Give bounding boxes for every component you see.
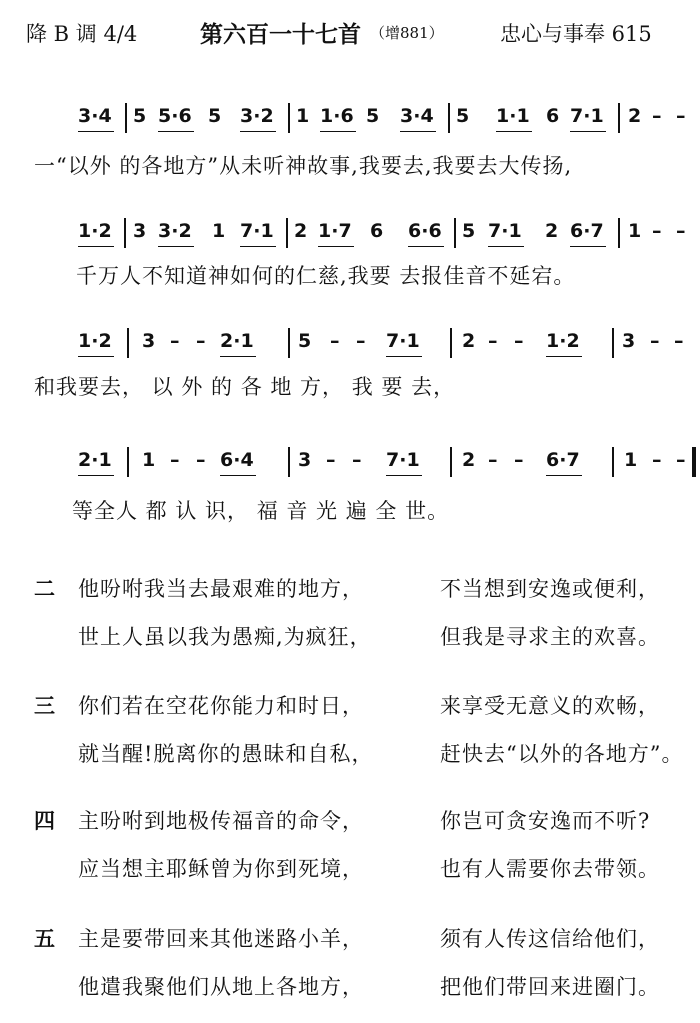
verse-line: 应当想主耶稣曾为你到死境，	[78, 857, 364, 881]
lyric-line-4: 等全人 都 认 识， 福 音 光 遍 全 世。	[72, 499, 450, 523]
note-underline	[546, 356, 582, 357]
note: 5	[133, 105, 147, 127]
lyric-line-2: 千万人不知道神如何的仁慈,我要 去报佳音不延宕。	[76, 264, 576, 288]
note: –	[196, 449, 206, 471]
note-underline	[220, 356, 256, 357]
note-underline	[546, 475, 582, 476]
note: 1·7	[318, 220, 352, 242]
note: 2	[462, 449, 476, 471]
score-line-2	[0, 218, 700, 258]
bar-line	[612, 328, 614, 358]
verse-line: 他吩咐我当去最艰难的地方，	[78, 577, 364, 601]
note-underline	[318, 246, 354, 247]
note: 6	[546, 105, 560, 127]
note: 3	[142, 330, 156, 352]
bar-line	[450, 447, 452, 477]
verse-number: 三	[34, 693, 56, 718]
note: –	[652, 105, 662, 127]
note: 7·1	[386, 330, 420, 352]
bar-line	[127, 447, 129, 477]
verse-line: 你们若在空花你能力和时日，	[78, 694, 364, 718]
bar-line	[450, 328, 452, 358]
key-signature: 降 B 调 4/4	[26, 22, 138, 46]
note: 3·4	[78, 105, 112, 127]
score-line-1	[0, 103, 700, 143]
verse-line: 也有人需要你去带领。	[440, 857, 660, 881]
note: 1·2	[78, 330, 112, 352]
bar-line	[618, 218, 620, 248]
note: –	[676, 220, 686, 242]
note: 1	[296, 105, 310, 127]
note: –	[674, 330, 684, 352]
verse-line: 不当想到安逸或便利，	[440, 577, 660, 601]
note-underline	[386, 475, 422, 476]
note: 1	[142, 449, 156, 471]
note: 3	[622, 330, 636, 352]
note: 2	[628, 105, 642, 127]
note: 5·6	[158, 105, 192, 127]
note: 5	[298, 330, 312, 352]
note: 5	[456, 105, 470, 127]
note: –	[514, 330, 524, 352]
note-underline	[496, 131, 532, 132]
note-underline	[320, 131, 356, 132]
note: –	[676, 105, 686, 127]
note-underline	[386, 356, 422, 357]
note: –	[356, 330, 366, 352]
verse-line: 你岂可贪安逸而不听?	[440, 809, 651, 833]
note: 7·1	[386, 449, 420, 471]
note: 3·2	[158, 220, 192, 242]
verse-number: 四	[34, 808, 56, 833]
note: 3·4	[400, 105, 434, 127]
note: 6·4	[220, 449, 254, 471]
verse-number: 二	[34, 576, 56, 601]
note: –	[170, 330, 180, 352]
hymn-title: 第六百一十七首	[200, 22, 361, 48]
note: 3	[133, 220, 147, 242]
note-underline	[408, 246, 444, 247]
note: –	[488, 330, 498, 352]
note: –	[170, 449, 180, 471]
verse-line: 但我是寻求主的欢喜。	[440, 625, 660, 649]
verse-line: 须有人传这信给他们，	[440, 927, 660, 951]
bar-line	[286, 218, 288, 248]
hymn-supplement-number: （增881）	[370, 24, 444, 42]
note: 2·1	[220, 330, 254, 352]
note: –	[488, 449, 498, 471]
note: –	[514, 449, 524, 471]
note: 2	[462, 330, 476, 352]
note: 6	[370, 220, 384, 242]
note: 1	[624, 449, 638, 471]
bar-line	[124, 218, 126, 248]
note: –	[650, 330, 660, 352]
bar-line	[454, 218, 456, 248]
note-underline	[78, 475, 114, 476]
bar-line	[288, 328, 290, 358]
note: 5	[462, 220, 476, 242]
note-underline	[78, 356, 114, 357]
note-underline	[240, 131, 276, 132]
note: –	[352, 449, 362, 471]
note-underline	[400, 131, 436, 132]
score-line-3	[0, 328, 700, 368]
verse-number: 五	[34, 926, 56, 951]
verse-line: 他遣我聚他们从地上各地方，	[78, 975, 364, 999]
note-underline	[570, 246, 606, 247]
bar-line	[127, 328, 129, 358]
note: –	[676, 449, 686, 471]
bar-line	[618, 103, 620, 133]
verse-line: 世上人虽以我为愚痴,为疯狂，	[78, 625, 372, 649]
verse-line: 就当醒!脱离你的愚昧和自私，	[78, 742, 374, 766]
lyric-line-1: 一“以外 的各地方”从未听神故事,我要去,我要去大传扬,	[34, 154, 573, 178]
note: 2	[545, 220, 559, 242]
note: –	[652, 220, 662, 242]
note: 1·2	[546, 330, 580, 352]
note-underline	[78, 246, 114, 247]
bar-line	[288, 447, 290, 477]
hymn-source: 忠心与事奉 615	[500, 22, 652, 46]
note: 3	[298, 449, 312, 471]
note: –	[330, 330, 340, 352]
note: 6·6	[408, 220, 442, 242]
note: 1·1	[496, 105, 530, 127]
bar-line	[448, 103, 450, 133]
note: 5	[366, 105, 380, 127]
verse-line: 把他们带回来进圈门。	[440, 975, 660, 999]
note: 1	[212, 220, 226, 242]
note: 6·7	[570, 220, 604, 242]
note-underline	[570, 131, 606, 132]
note-underline	[158, 131, 194, 132]
note: 1·6	[320, 105, 354, 127]
bar-line	[288, 103, 290, 133]
note-underline	[220, 475, 256, 476]
note: 5	[208, 105, 222, 127]
note-underline	[488, 246, 524, 247]
verse-line: 来享受无意义的欢畅，	[440, 694, 660, 718]
note: –	[196, 330, 206, 352]
note-underline	[158, 246, 194, 247]
note: 1	[628, 220, 642, 242]
verse-line: 赶快去“以外的各地方”。	[440, 742, 684, 766]
note: 7·1	[488, 220, 522, 242]
note: 7·1	[240, 220, 274, 242]
note-underline	[240, 246, 276, 247]
note: 2·1	[78, 449, 112, 471]
bar-line	[612, 447, 614, 477]
note: –	[326, 449, 336, 471]
note: –	[652, 449, 662, 471]
note-underline	[78, 131, 114, 132]
note: 2	[294, 220, 308, 242]
final-bar-line	[692, 447, 696, 477]
note: 3·2	[240, 105, 274, 127]
score-line-4	[0, 447, 700, 487]
note: 6·7	[546, 449, 580, 471]
lyric-line-3: 和我要去， 以 外 的 各 地 方， 我 要 去，	[34, 375, 456, 399]
note: 7·1	[570, 105, 604, 127]
verse-line: 主吩咐到地极传福音的命令，	[78, 809, 364, 833]
note: 1·2	[78, 220, 112, 242]
bar-line	[125, 103, 127, 133]
verse-line: 主是要带回来其他迷路小羊，	[78, 927, 364, 951]
